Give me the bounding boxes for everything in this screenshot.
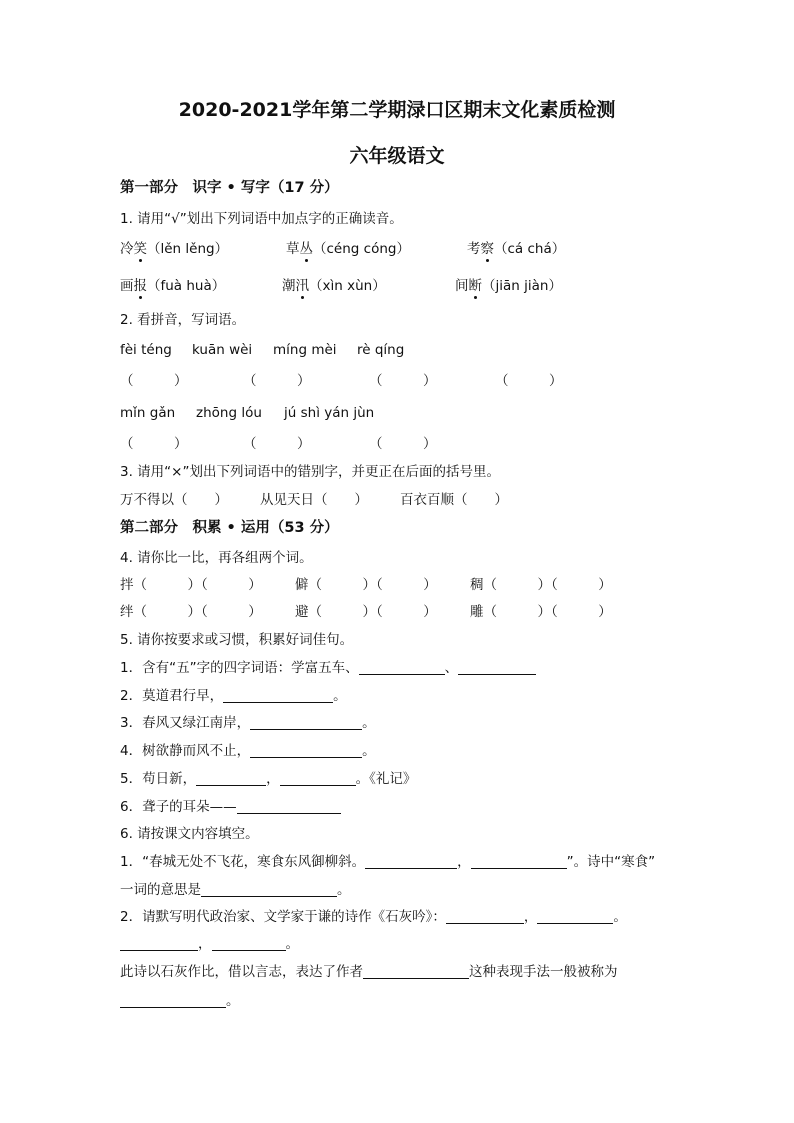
q5-line: 2．莫道君行早， 。	[120, 688, 347, 704]
answer-blank[interactable]	[237, 799, 341, 814]
section-heading-part1: 第一部分 识字 • 写字（17 分）	[120, 180, 339, 196]
q1-item: 画报（fuà huà）	[120, 278, 226, 294]
answer-blank[interactable]	[365, 854, 457, 869]
answer-blank[interactable]	[458, 660, 536, 675]
section-heading-part2: 第二部分 积累 • 运用（53 分）	[120, 520, 339, 536]
q5-line: 5．苟日新， ， 。《礼记》	[120, 771, 417, 787]
answer-parens[interactable]: （ ）	[120, 373, 188, 389]
answer-blank[interactable]	[223, 688, 333, 703]
answer-blank[interactable]	[196, 771, 266, 786]
answer-parens[interactable]: （ ）	[369, 436, 437, 452]
q4-item[interactable]: 拌（ ）（ ）	[120, 577, 262, 593]
answer-blank[interactable]	[280, 771, 356, 786]
q3-prompt: 3. 请用“×”划出下列词语中的错别字，并更正在后面的括号里。	[120, 464, 500, 480]
answer-blank[interactable]	[250, 743, 362, 758]
q1-item: 草丛（céng cóng）	[286, 241, 410, 257]
q2-pinyin: jú shì yán jùn	[284, 405, 375, 421]
answer-parens[interactable]: （ ）	[120, 436, 188, 452]
q1-item: 潮汛（xìn xùn）	[282, 278, 386, 294]
page-subtitle: 六年级语文	[349, 145, 445, 167]
answer-parens[interactable]: （ ）	[495, 373, 563, 389]
q5-line: 4．树欲静而风不止， 。	[120, 743, 376, 759]
q2-pinyin: rè qíng	[357, 342, 405, 358]
answer-parens[interactable]: （ ）	[243, 436, 311, 452]
answer-blank[interactable]	[537, 909, 613, 924]
answer-parens[interactable]: （ ）	[369, 373, 437, 389]
q6-prompt: 6. 请按课文内容填空。	[120, 826, 259, 842]
q4-item[interactable]: 避（ ）（ ）	[295, 604, 437, 620]
q3-item[interactable]: 万不得以（ ）	[120, 492, 228, 508]
q6-line: 1．“春城无处不飞花，寒食东风御柳斜。 ， ”。诗中“寒食”	[120, 854, 656, 870]
answer-blank[interactable]	[250, 715, 362, 730]
q3-item[interactable]: 从见天日（ ）	[260, 492, 368, 508]
q4-item[interactable]: 僻（ ）（ ）	[295, 577, 437, 593]
q5-line: 1．含有“五”字的四字词语：学富五车、 、	[120, 658, 536, 678]
q4-item[interactable]: 雕（ ）（ ）	[470, 604, 612, 620]
q6-line: 2．请默写明代政治家、文学家于谦的诗作《石灰吟》： ， 。	[120, 909, 627, 925]
q5-prompt: 5. 请你按要求或习惯，积累好词佳句。	[120, 632, 354, 648]
q6-line: ， 。	[120, 934, 299, 954]
q2-pinyin: zhōng lóu	[196, 405, 262, 421]
q6-line: 一词的意思是 。	[120, 882, 351, 898]
q3-item[interactable]: 百衣百顺（ ）	[400, 492, 508, 508]
answer-blank[interactable]	[120, 993, 226, 1008]
q5-line: 3．春风又绿江南岸， 。	[120, 715, 376, 731]
q4-prompt: 4. 请你比一比，再各组两个词。	[120, 550, 313, 566]
q1-item: 冷笑（lěn lěng）	[120, 241, 229, 257]
answer-blank[interactable]	[120, 936, 198, 951]
answer-blank[interactable]	[212, 936, 286, 951]
answer-blank[interactable]	[446, 909, 524, 924]
q2-pinyin: mǐn gǎn	[120, 405, 176, 421]
q1-prompt: 1. 请用“√”划出下列词语中加点字的正确读音。	[120, 211, 403, 227]
q2-prompt: 2. 看拼音，写词语。	[120, 312, 246, 328]
q4-item[interactable]: 绊（ ）（ ）	[120, 604, 262, 620]
q2-pinyin: fèi téng	[120, 342, 172, 358]
q6-line: 此诗以石灰作比，借以言志，表达了作者 这种表现手法一般被称为	[120, 964, 618, 980]
q1-item: 考察（cá chá）	[467, 241, 566, 257]
q1-item: 间断（jiān jiàn）	[455, 278, 562, 294]
page-title: 2020-2021学年第二学期渌口区期末文化素质检测	[178, 99, 616, 121]
answer-blank[interactable]	[359, 660, 445, 675]
q6-line: 。	[120, 991, 240, 1011]
q5-line: 6．聋子的耳朵——	[120, 797, 341, 817]
answer-parens[interactable]: （ ）	[243, 373, 311, 389]
answer-blank[interactable]	[363, 964, 469, 979]
q2-pinyin: kuān wèi	[192, 342, 253, 358]
answer-blank[interactable]	[471, 854, 567, 869]
answer-blank[interactable]	[201, 882, 337, 897]
q4-item[interactable]: 稠（ ）（ ）	[470, 577, 612, 593]
q2-pinyin: míng mèi	[273, 342, 337, 358]
